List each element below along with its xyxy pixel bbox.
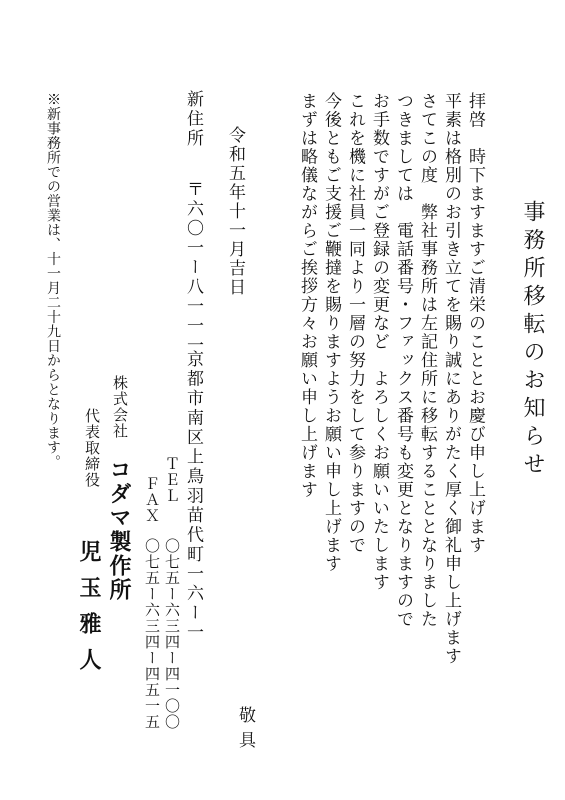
body-line-6: これを機に社員一同より一層の努力をして参りますので <box>345 92 365 555</box>
street-address: 京都市南区上鳥羽苗代町一六ー一 <box>183 350 203 643</box>
company-prefix: 株式会社 <box>111 375 129 439</box>
tel-label: ＴＥＬ <box>163 456 181 504</box>
body-line-8: まずは略儀ながらご挨拶方々お願い申し上げます <box>297 92 317 499</box>
business-start-note: ※新事務所での営業は、十一月二十九日からとなります。 <box>45 92 61 469</box>
fax-number: 〇七五ー六三四ー四五一五 <box>143 538 161 730</box>
issue-date: 令和五年十一月吉日 <box>225 126 245 297</box>
body-line-3: さてこの度 弊社事務所は左記住所に移転することとなりました <box>417 92 437 629</box>
closing-word: 敬具 <box>235 706 255 756</box>
document-title: 事務所移転のお知らせ <box>520 200 545 480</box>
representative-name: 児玉雅人 <box>76 540 102 684</box>
postal-code: 〒六〇一ー八一一一 <box>183 180 203 356</box>
address-label: 新住所 <box>183 90 203 149</box>
fax-label: ＦＡＸ <box>143 476 161 524</box>
body-line-1: 拝啓 時下ますますご清栄のこととお慶び申し上げます <box>465 92 485 555</box>
body-line-5: お手数ですがご登録の変更など よろしくお願いいたします <box>369 92 389 592</box>
tel-number: 〇七五ー六三四ー四一〇〇 <box>163 538 181 730</box>
rep-title: 代表取締役 <box>83 408 101 488</box>
body-line-4: つきましては 電話番号・ファックス番号も変更となりますので <box>393 92 413 629</box>
company-name: コダマ製作所 <box>106 458 132 602</box>
body-line-2: 平素は格別のお引き立てを賜り誠にありがたく厚く御礼申し上げます <box>441 92 461 666</box>
body-line-7: 今後ともご支援ご鞭撻を賜りますようお願い申し上げます <box>321 92 341 573</box>
